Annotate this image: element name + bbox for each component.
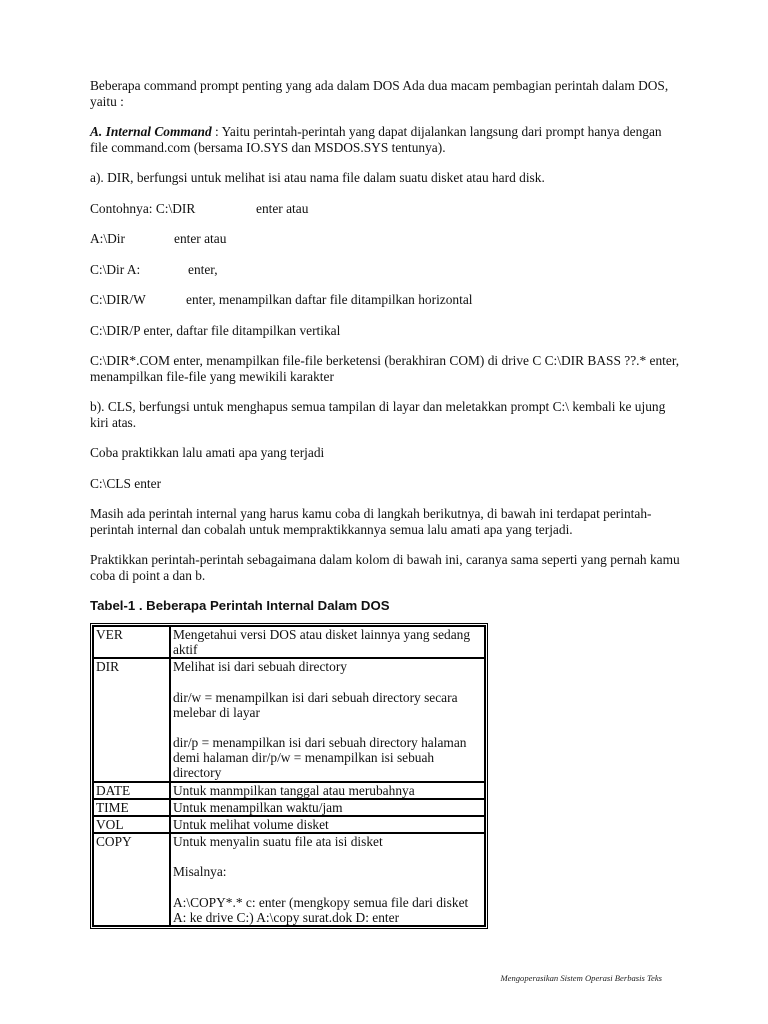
dir-p-line: C:\DIR/P enter, daftar file ditampilkan vertikal: [90, 322, 341, 338]
example-line: [90, 231, 680, 247]
description-spacer: [173, 880, 482, 895]
table-row: [93, 816, 485, 833]
example-line: [90, 201, 680, 217]
example-cmd: A:\Dir: [90, 231, 125, 246]
description-text: Mengetahui versi DOS atau disket lainnya yang sedang aktif: [172, 627, 471, 658]
description-cell: [170, 833, 485, 926]
command-cell: VOL: [93, 816, 170, 833]
description-text: Untuk manmpilkan tanggal atau merubahnya: [172, 782, 415, 798]
cls-command-line: C:\CLS enter: [90, 475, 162, 491]
description-cell: [170, 658, 485, 781]
dir-description: a). DIR, berfungsi untuk melihat isi atau nama file dalam suatu disket atau hard disk.: [90, 170, 545, 185]
table-row: [93, 782, 485, 799]
example-note: enter, menampilkan daftar file ditampilkan horizontal: [186, 292, 473, 307]
example-line: [90, 292, 680, 308]
description-text: A:\COPY*.* c: enter (mengkopy semua file dari disket A: ke drive C:) A:\copy surat.dok D: enter: [172, 894, 469, 925]
description-text: Untuk melihat volume disket: [172, 817, 329, 833]
description-text: Untuk menyalin suatu file ata isi disket: [172, 834, 383, 850]
description-cell: [170, 799, 485, 816]
cls-description: b). CLS, berfungsi untuk menghapus semua tampilan di layar dan meletakkan prompt C:\ kembali ke ujung kiri atas.: [90, 399, 666, 430]
example-note: enter atau: [174, 231, 227, 246]
table-row: [93, 799, 485, 816]
command-cell: VER: [93, 626, 170, 658]
command-cell: TIME: [93, 799, 170, 816]
praktik-paragraph: Praktikkan perintah-perintah sebagaimana dalam kolom di bawah ini, caranya sama seperti yang pernah kamu coba di point a dan b.: [90, 552, 680, 583]
description-spacer: [173, 849, 482, 864]
example-cmd: C:\Dir A:: [90, 261, 141, 277]
commands-table: [90, 623, 488, 929]
example-cmd: C:\DIR/W: [90, 292, 146, 307]
section-a-paragraph: [90, 124, 680, 155]
description-text: Misalnya:: [172, 864, 227, 880]
description-cell: [170, 816, 485, 833]
example-note: enter atau: [256, 200, 309, 216]
table-row: [93, 658, 485, 781]
section-a-title: A. Internal Command: [90, 124, 212, 139]
example-cmd: Contohnya: C:\DIR: [90, 200, 196, 216]
table-title: Tabel-1 . Beberapa Perintah Internal Dalam DOS: [90, 598, 390, 613]
description-spacer: [173, 675, 482, 690]
example-line: [90, 262, 680, 278]
command-cell: COPY: [93, 833, 170, 926]
intro-paragraph: Beberapa command prompt penting yang ada dalam DOS Ada dua macam pembagian perintah dalam DOS, yaitu :: [90, 78, 669, 109]
example-note: enter,: [188, 261, 218, 277]
description-text: dir/p = menampilkan isi dari sebuah directory halaman demi halaman dir/p/w = menampilkan isi sebuah directory: [172, 735, 467, 781]
description-spacer: [173, 720, 482, 735]
table-row: [93, 833, 485, 926]
command-cell: DIR: [93, 658, 170, 781]
description-text: dir/w = menampilkan isi dari sebuah directory secara melebar di layar: [172, 689, 458, 720]
document-body: [90, 78, 680, 929]
section-a-text: : Yaitu perintah-perintah yang dapat dijalankan langsung dari prompt hanya dengan file command.com (bersama IO.SYS dan MSDOS.SYS tentunya).: [90, 124, 662, 155]
description-text: Untuk menampilkan waktu/jam: [172, 799, 343, 815]
description-cell: [170, 782, 485, 799]
description-text: Melihat isi dari sebuah directory: [172, 659, 347, 675]
coba-line: Coba praktikkan lalu amati apa yang terjadi: [90, 445, 325, 460]
command-cell: DATE: [93, 782, 170, 799]
masih-paragraph: Masih ada perintah internal yang harus kamu coba di langkah berikutnya, di bawah ini terdapat perintah-perintah internal dan cobalah untuk mempraktikkannya semua lalu amati apa yang terjadi.: [90, 506, 652, 537]
page-footer: Mengoperasikan Sistem Operasi Berbasis Teks: [500, 973, 662, 983]
description-cell: [170, 626, 485, 658]
dir-com-paragraph: C:\DIR*.COM enter, menampilkan file-file berketensi (berakhiran COM) di drive C C:\DIR BASS ??.* enter, menampilkan file-file yang mewikili karakter: [90, 353, 680, 384]
table-row: [93, 626, 485, 658]
